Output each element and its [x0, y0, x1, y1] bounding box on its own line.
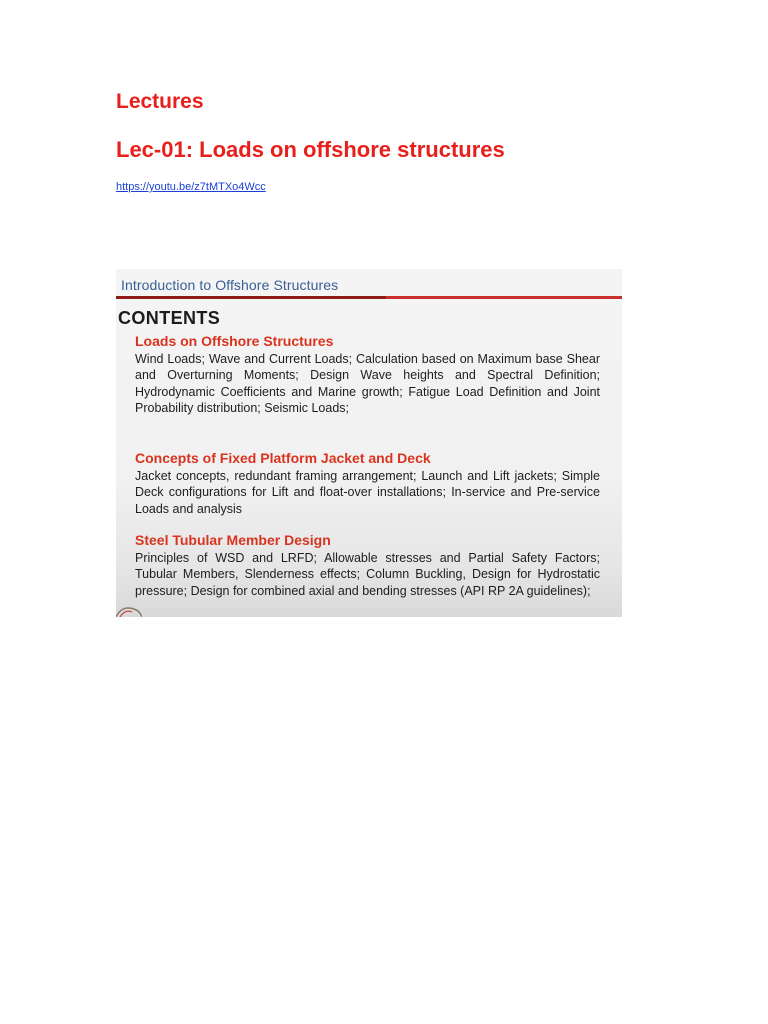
- section-heading: Steel Tubular Member Design: [135, 532, 331, 548]
- section-loads: [135, 333, 600, 417]
- slide-divider-accent: [116, 296, 386, 299]
- page-heading: Lectures: [116, 90, 204, 113]
- slide-image: [116, 269, 622, 617]
- section-heading: Loads on Offshore Structures: [135, 333, 334, 349]
- section-body: Principles of WSD and LRFD; Allowable stresses and Partial Safety Factors; Tubular Members, Slenderness effects; Column Buckling, Design for Hydrostatic pressure; Design for combined axial and bending stresses (API RP 2A guidelines);: [135, 551, 600, 598]
- lecture-title: Lec-01: Loads on offshore structures: [116, 137, 505, 162]
- section-body: Jacket concepts, redundant framing arrangement; Launch and Lift jackets; Simple Deck configurations for Lift and float-over installations; In-service and Pre-service Loads and analysis: [135, 469, 600, 516]
- section-jacket-deck: [135, 450, 600, 517]
- section-body: Wind Loads; Wave and Current Loads; Calculation based on Maximum base Shear and Overturning Moments; Design Wave heights and Spectral Definition; Hydrodynamic Coefficients and Marine growth; Fatigue Load Definition and Joint Probability distribution; Seismic Loads;: [135, 352, 600, 416]
- section-tubular-design: [135, 532, 600, 599]
- video-link[interactable]: https://youtu.be/z7tMTXo4Wcc: [116, 181, 266, 193]
- slide-title: Introduction to Offshore Structures: [121, 277, 339, 293]
- contents-heading: CONTENTS: [118, 308, 221, 328]
- logo-fragment-icon: [116, 603, 142, 617]
- section-heading: Concepts of Fixed Platform Jacket and Deck: [135, 450, 431, 466]
